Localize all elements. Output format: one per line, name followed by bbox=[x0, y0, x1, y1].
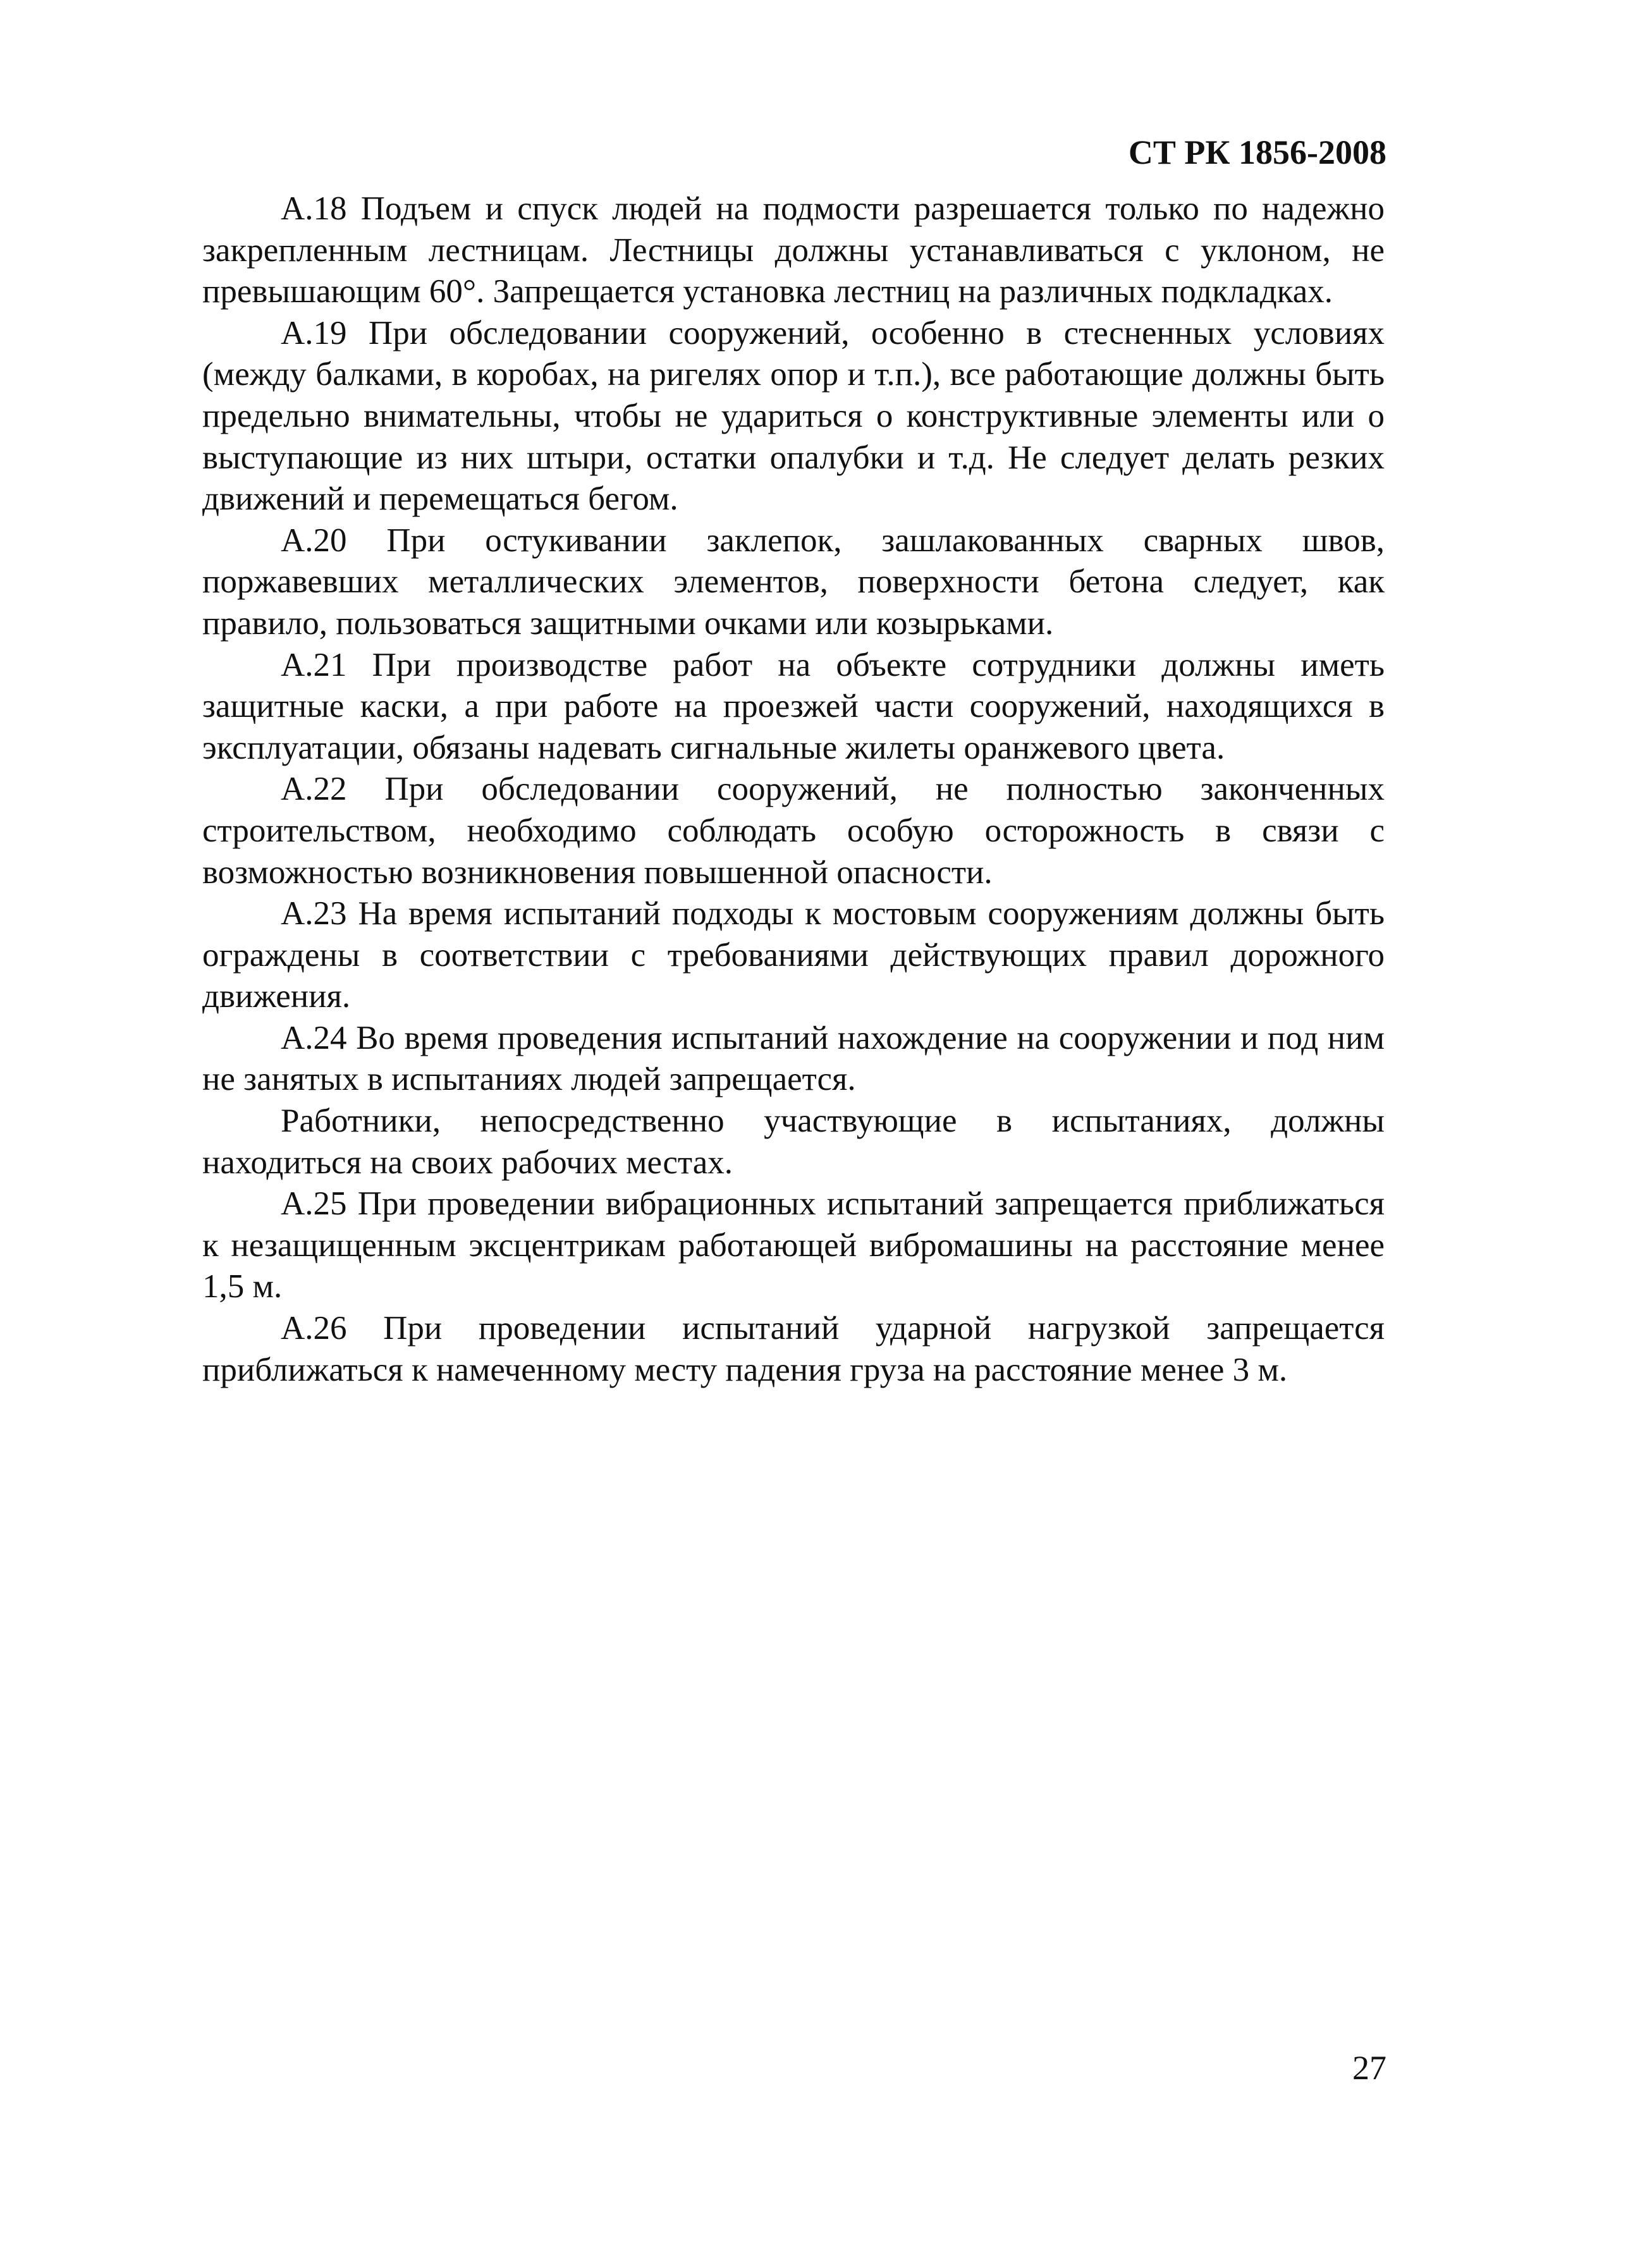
paragraph-a24: А.24 Во время проведения испытаний нахождение на сооружении и под ним не занятых в испытаниях людей запрещается. bbox=[202, 1019, 1385, 1098]
paragraph-workers: Работники, непосредственно участвующие в испытаниях, должны находиться на своих рабочих местах. bbox=[202, 1103, 1385, 1181]
paragraph-a22: А.22 При обследовании сооружений, не полностью законченных строительством, необходимо соблюдать особую осторожность в связи с возможностью возникновения повышенной опасности. bbox=[202, 771, 1385, 891]
page-number: 27 bbox=[1352, 2049, 1386, 2087]
paragraph-a26: А.26 При проведении испытаний ударной нагрузкой запрещается приближаться к намеченному месту падения груза на расстояние менее 3 м. bbox=[202, 1310, 1385, 1388]
paragraph-a20: А.20 При остукивании заклепок, зашлакованных сварных швов, поржавевших металлических элементов, поверхности бетона следует, как правило, пользоваться защитными очками или козырьками. bbox=[202, 522, 1385, 642]
paragraph-a23: А.23 На время испытаний подходы к мостовым сооружениям должны быть ограждены в соответствии с требованиями действующих правил дорожного движения. bbox=[202, 895, 1385, 1015]
paragraph-a19: А.19 При обследовании сооружений, особенно в стесненных условиях (между балками, в коробах, на ригелях опор и т.п.), все работающие должны быть предельно внимательны, чтобы не удариться о конструктивные элементы или о выступающие из них штыри, остатки опалубки и т.д. Не следует делать резких движений и перемещаться бегом. bbox=[202, 314, 1385, 518]
document-code-header: СТ РК 1856-2008 bbox=[1128, 133, 1386, 171]
paragraph-a21: А.21 При производстве работ на объекте сотрудники должны иметь защитные каски, а при работе на проезжей части сооружений, находящихся в эксплуатации, обязаны надевать сигнальные жилеты оранжевого цвета. bbox=[202, 646, 1385, 766]
paragraph-a18: А.18 Подъем и спуск людей на подмости разрешается только по надежно закрепленным лестницам. Лестницы должны устанавливаться с уклоном, не превышающим 60°. Запрещается установка лестниц на различных подкладках. bbox=[202, 190, 1385, 310]
paragraph-a25: А.25 При проведении вибрационных испытаний запрещается приближаться к незащищенным эксцентрикам работающей вибромашины на расстояние менее 1,5 м. bbox=[202, 1185, 1385, 1305]
document-body bbox=[202, 188, 1385, 1391]
